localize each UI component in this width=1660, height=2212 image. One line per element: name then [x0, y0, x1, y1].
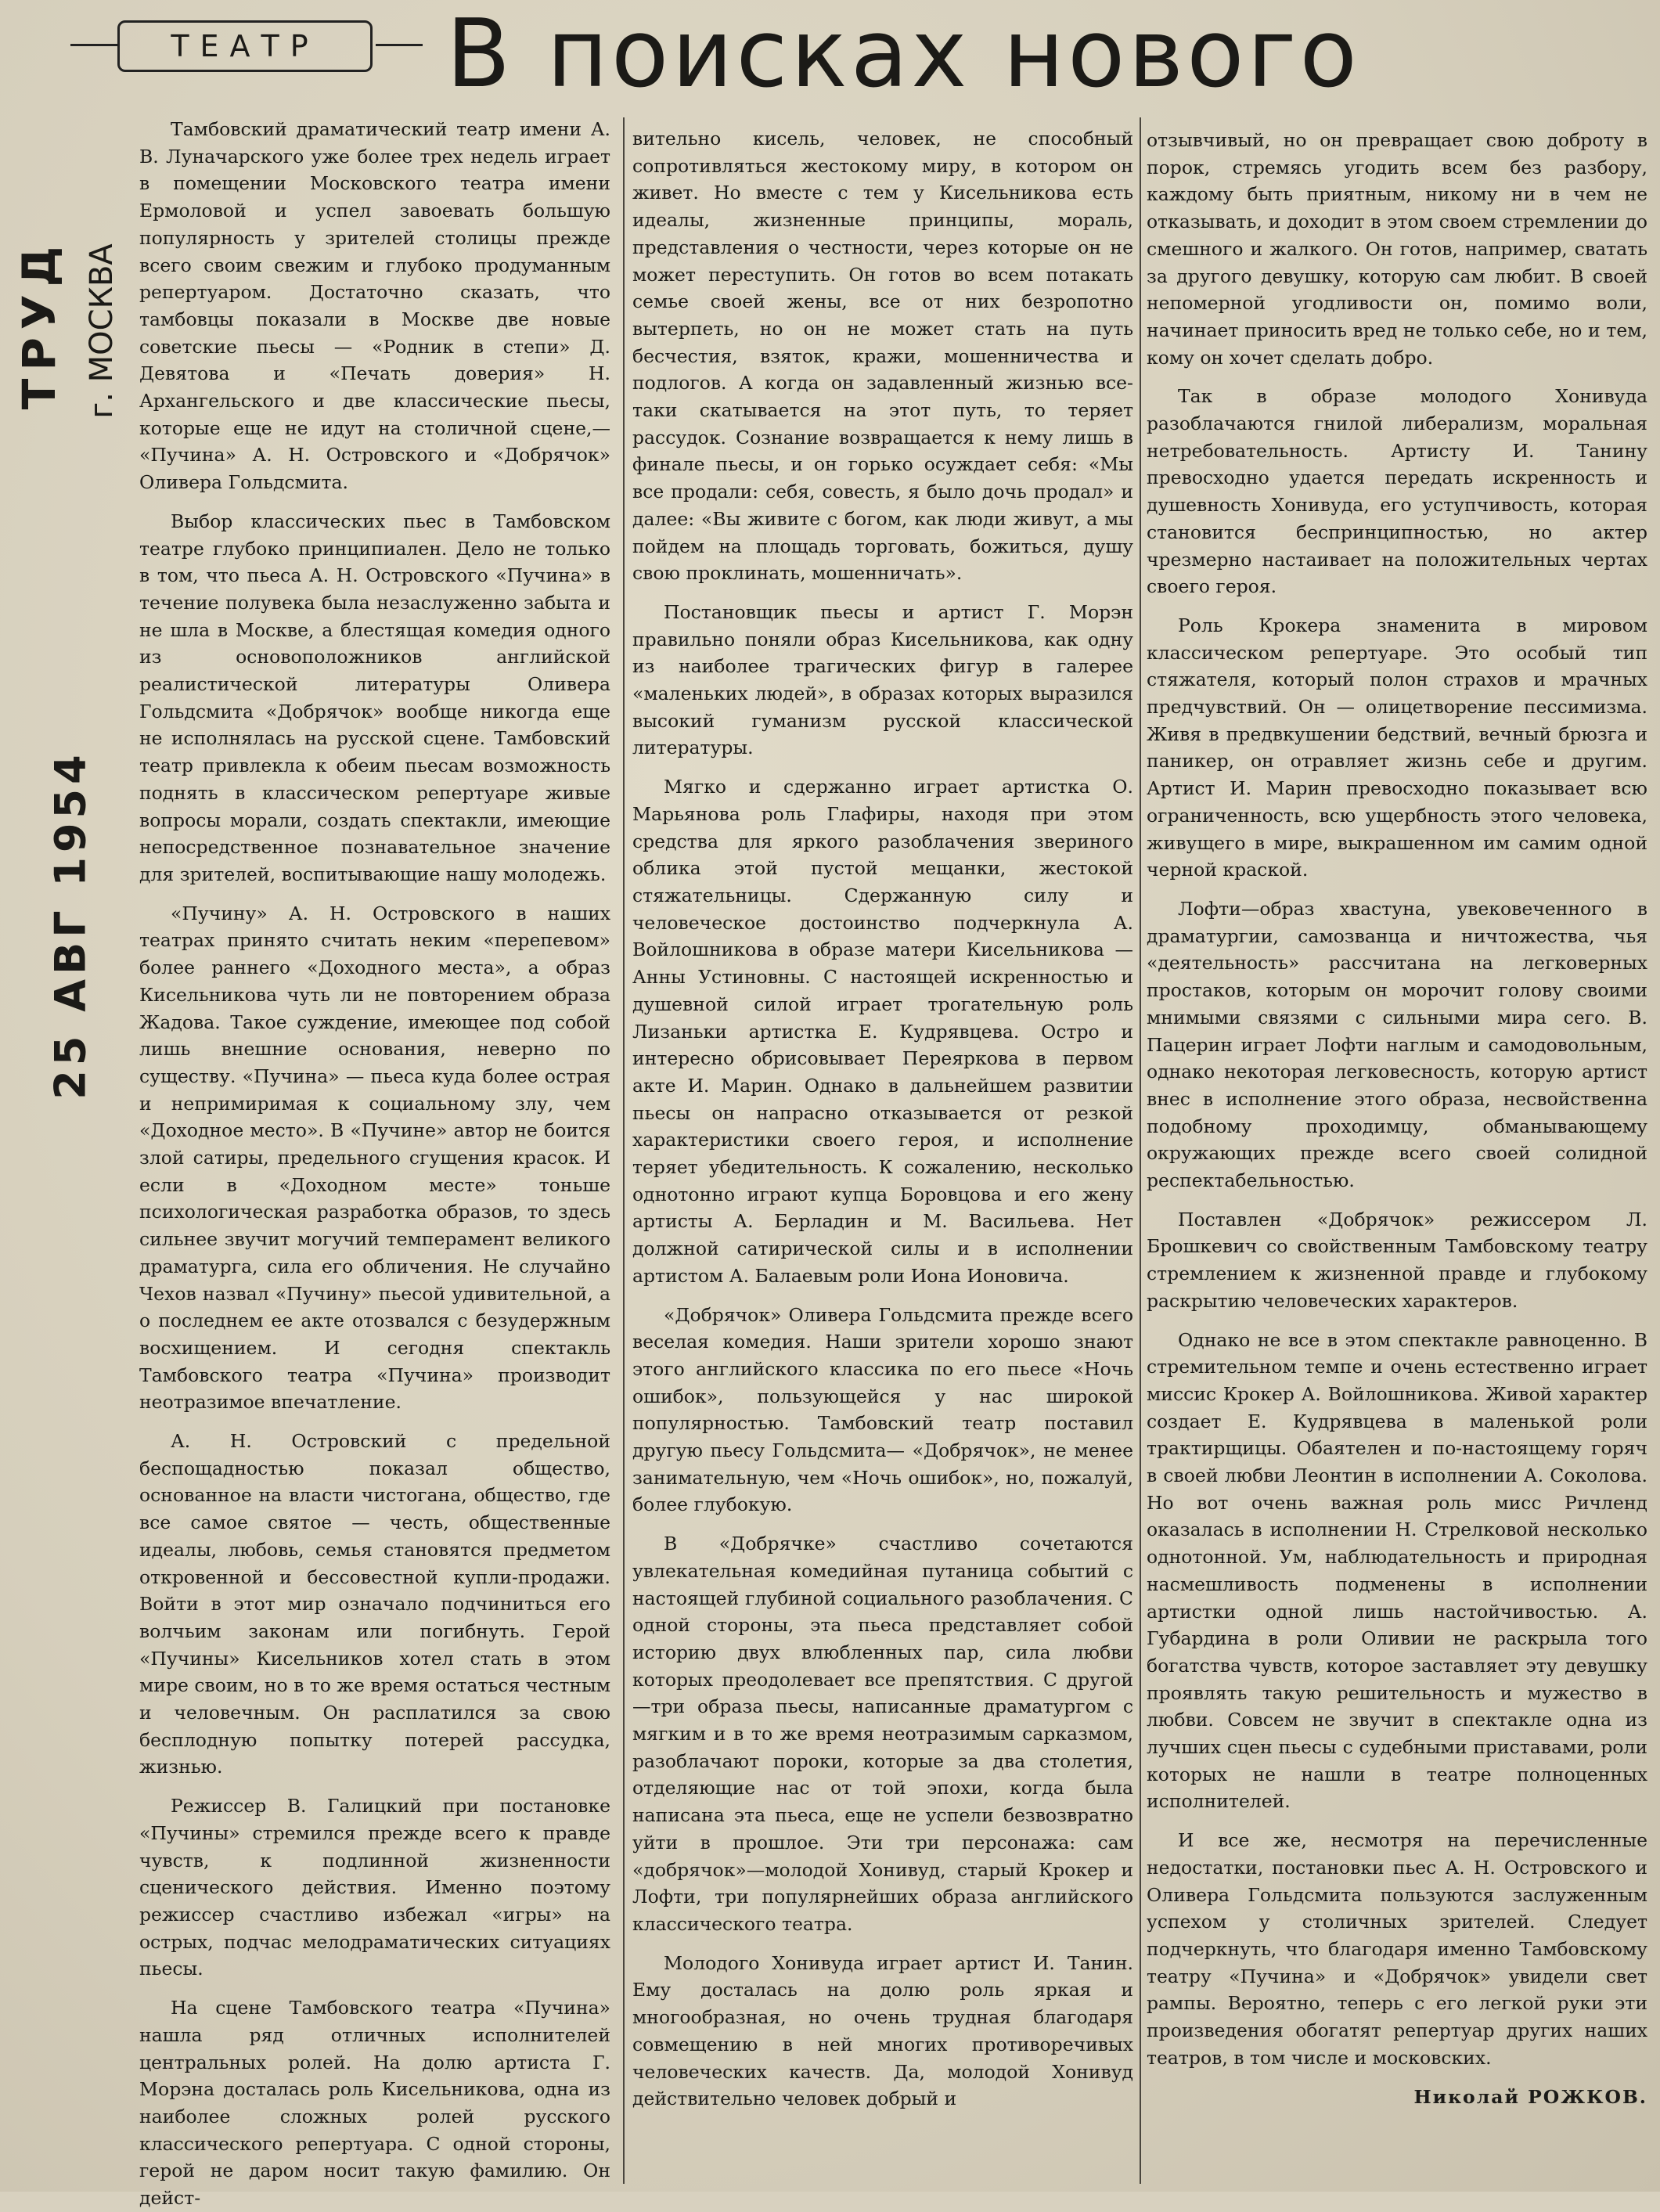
paragraph: Поставлен «Добрячок» режиссером Л. Брошкевич со свойственным Тамбовскому театру стремлением к жизненной правде и глубокому раскрытию человеческих характеров. — [1147, 1208, 1647, 1312]
paragraph: Молодого Хонивуда играет артист И. Танин. Ему досталась на долю роль яркая и многообразная, но очень трудная благодаря совмещению в ней многих противоречивых человеческих качеств. Да, молодой Хонивуд действительно человек добрый и — [632, 1951, 1133, 2110]
paragraph: Мягко и сдержанно играет артистка О. Марьянова роль Глафиры, находя при этом средства для яркого разоблачения звериного облика этой пустой мещанки, жестокой стяжательницы. Сдержанную силу и человеческое достоинство подчеркнула А. Войлошникова в образе матери Кисельникова — Анны Устиновны. С настоящей искренностью и душевной силой играет трогательную роль Лизаньки артистка Е. Кудрявцева. Остро и интересно обрисовывает Переяркова в первом акте И. Марин. Однако в дальнейшем развитии пьесы он напрасно отказывается от резкой характеристики своего героя, и исполнение теряет убедительность. К сожалению, несколько однотонно играют купца Боровцова и его жену артисты А. Берладин и М. Васильева. Нет должной сатирической силы и в исполнении артистом А. Балаевым роли Иона Ионовича. — [632, 776, 1133, 1287]
paragraph: А. Н. Островский с предельной беспощадностью показал общество, основанное на власти чистогана, общество, где все самое святое — честь, общественные идеалы, любовь, семья становятся предметом откровенной и бессовестной купли-продажи. Войти в этот мир означало подчиниться его волчьим законам или погибнуть. Герой «Пучины» Кисельников хотел стать в этом мире своим, но в то же время остаться честным и человечным. Он расплатился за свою бесплодную попытку потерей рассудка, жизнью. — [139, 1430, 610, 1778]
rubric-rule-left — [70, 44, 117, 46]
article-headline: В поисках нового — [446, 0, 1360, 109]
article-column-2 — [632, 125, 1133, 2199]
city-stamp: г. МОСКВА — [84, 243, 120, 419]
paragraph: Так в образе молодого Хонивуда разоблачаются гнилой либерализм, моральная нетребовательность. Артисту И. Танину превосходно удается передать искренность и душевность Хонивуда, его уступчивость, которая становится беспринципностью, но актер чрезмерно настаивает на положительных чертах своего героя. — [1147, 385, 1647, 598]
paragraph: отзывчивый, но он превращает свою доброту в порок, стремясь угодить всем без разбору, каждому быть приятным, никому ни в чем не отказывать, и доходит в этом своем стремлении до смешного и жалкого. Он готов, например, сватать за другого девушку, которую сам любит. В своей непомерной угодливости он, помимо воли, начинает приносить вред не только себе, но и тем, кому он хочет сделать добро. — [1147, 129, 1647, 369]
paragraph: В «Добрячке» счастливо сочетаются увлекательная комедийная путаница событий с настоящей глубиной социального разоблачения. С одной стороны, эта пьеса представляет собой историю двух влюбленных пар, сила любви которых преодолевает все препятствия. С другой—три образа пьесы, написанные драматургом с мягким и в то же время неотразимым сарказмом, разоблачают пороки, которые за два столетия, отделяющие нас от той эпохи, когда была написана эта пьеса, еще не успели безвозвратно уйти в прошлое. Эти три персонажа: сам «добрячок»—молодой Хонивуд, старый Крокер и Лофти, три популярнейших образа английского классического театра. — [632, 1533, 1133, 1935]
paragraph: вительно кисель, человек, не способный сопротивляться жестокому миру, в котором он живет. Но вместе с тем у Кисельникова есть идеалы, жизненные принципы, мораль, представления о честности, через которые он не может переступить. Он готов во всем потакать семье своей жены, все от них безропотно вытерпеть, но он не может стать на путь бесчестия, взяток, кражи, мошенничества и подлогов. А когда он задавленный жизнью все-таки скатывается на этот путь, то теряет рассудок. Сознание возвращается к нему лишь в финале пьесы, и он горько осуждает себя: «Мы все продали: себя, совесть, я было дочь продал» и далее: «Вы живите с богом, как люди живут, а мы пойдем на площадь торговать, божиться, душу свою проклинать, мошенничать». — [632, 128, 1133, 585]
column-divider — [623, 117, 625, 2184]
column-divider — [1140, 117, 1141, 2184]
article-column-3 — [1147, 127, 1647, 2201]
rubric-label: ТЕАТР — [171, 29, 319, 63]
paragraph: На сцене Тамбовского театра «Пучина» нашла ряд отличных исполнителей центральных ролей. На долю артиста Г. Морэна досталась роль Кисельникова, одна из наиболее сложных ролей русского классического репертуара. С одной стороны, герой не даром носит такую фамилию. Он дейст- — [139, 1997, 610, 2210]
date-stamp: 25 АВГ 1954 — [45, 750, 95, 1100]
paragraph: Роль Крокера знаменита в мировом классическом репертуаре. Это особый тип стяжателя, который полон страхов и мрачных предчувствий. Он — олицетворение пессимизма. Живя в предвкушении бедствий, вечный брюзга и паникер, он отравляет жизнь себе и другим. Артист И. Марин превосходно показывает всю ограниченность, всю ущербность этого человека, живущего в мире, выкрашенном им самим одной черной краской. — [1147, 614, 1647, 881]
paragraph: Тамбовский драматический театр имени А. В. Луначарского уже более трех недель играет в помещении Московского театра имени Ермоловой и успел завоевать большую популярность у зрителей столицы прежде всего своим свежим и глубоко продуманным репертуаром. Достаточно сказать, что тамбовцы показали в Москве две новые советские пьесы — «Родник в степи» Д. Девятова и «Печать доверия» Н. Архангельского и две классические пьесы, которые еще не идут на столичной сцене,— «Пучина» А. Н. Островского и «Добрячок» Оливера Гольдсмита. — [139, 118, 610, 494]
paragraph: «Добрячок» Оливера Гольдсмита прежде всего веселая комедия. Наши зрители хорошо знают этого английского классика по его пьесе «Ночь ошибок», пользующейся у нас широкой популярностью. Тамбовский театр поставил другую пьесу Гольдсмита— «Добрячок», не менее занимательную, чем «Ночь ошибок», но, пожалуй, более глубокую. — [632, 1303, 1133, 1516]
rubric-rule-right — [376, 44, 423, 46]
paragraph: И все же, несмотря на перечисленные недостатки, постановки пьес А. Н. Островского и Оливера Гольдсмита пользуются заслуженным успехом у столичных зрителей. Следует подчеркнуть, что благодаря именно Тамбовскому театру «Пучина» и «Добрячок» увидели свет рампы. Вероятно, теперь с его легкой руки эти произведения обогатят репертуар других наших театров, в том числе и московских. — [1147, 1829, 1647, 2069]
paragraph: Режиссер В. Галицкий при постановке «Пучины» стремился прежде всего к правде чувств, к подлинной жизненности сценического действия. Именно поэтому режиссер счастливо избежал «игры» на острых, подчас мелодраматических ситуациях пьесы. — [139, 1795, 610, 1980]
article-column-1 — [139, 116, 610, 2210]
paragraph: Лофти—образ хвастуна, увековеченного в драматургии, самозванца и ничтожества, чья «деятельность» рассчитана на легковерных простаков, которым он морочит голову своими мнимыми связями с сильными мира сего. В. Пацерин играет Лофти наглым и самодовольным, однако некоторая легковесность, которую артист внес в исполнение этого образа, несвойственна подобному проходимцу, обманывающему окружающих прежде всего своей солидной респектабельностью. — [1147, 897, 1647, 1192]
paragraph: Однако не все в этом спектакле равноценно. В стремительном темпе и очень естественно играет миссис Крокер А. Войлошникова. Живой характер создает Е. Кудрявцева в маленькой роли трактирщицы. Обаятелен и по-настоящему горяч в своей любви Леонтин в исполнении А. Соколова. Но вот очень важная роль мисс Ричленд оказалась в исполнении Н. Стрелковой несколько однотонной. Ум, наблюдательность и природная насмешливость подменены в исполнении артистки одной лишь настойчивостью. А. Губардина в роли Оливии не раскрыла того богатства чувств, которое заставляет эту девушку проявлять такую решительность и мужество в любви. Совсем не звучит в спектакле одна из лучших сцен пьесы с судебными приставами, роли которых не нашли в театре полноценных исполнителей. — [1147, 1328, 1647, 1813]
author-signature: Николай РОЖКОВ. — [1413, 2085, 1647, 2108]
paragraph: Выбор классических пьес в Тамбовском театре глубоко принципиален. Дело не только в том, что пьеса А. Н. Островского «Пучина» в течение полувека была незаслуженно забыта и не шла в Москве, а блестящая комедия одного из основоположников английской реалистической литературы Оливера Гольдсмита «Добрячок» вообще никогда еще не исполнялась на русской сцене. Тамбовский театр привлекла к обеим пьесам возможность поднять в классическом репертуаре живые вопросы морали, создать спектакли, имеющие непосредственное познавательное значение для зрителей, воспитывающие нашу молодежь. — [139, 510, 610, 885]
paragraph: Постановщик пьесы и артист Г. Морэн правильно поняли образ Кисельникова, как одну из наиболее трагических фигур в галерее «маленьких людей», в образах которых выразился высокий гуманизм русской классической литературы. — [632, 600, 1133, 759]
section-rubric — [117, 20, 373, 72]
newspaper-stamp: ТРУД — [13, 238, 66, 410]
paragraph: «Пучину» А. Н. Островского в наших театрах принято считать неким «перепевом» более раннего «Доходного места», а образ Кисельникова чуть ли не повторением образа Жадова. Такое суждение, имеющее под собой лишь внешние основания, неверно по существу. «Пучина» — пьеса куда более острая и непримиримая к социальному злу, чем «Доходное место». В «Пучине» автор не боится злой сатиры, предельного сгущения красок. И если в «Доходном месте» тоньше психологическая разработка образов, то здесь сильнее звучит могучий темперамент великого драматурга, сила его обличения. Не случайно Чехов назвал «Пучину» пьесой удивительной, а о последнем ее акте отозвался с безудержным восхищением. И сегодня спектакль Тамбовского театра «Пучина» производит неотразимое впечатление. — [139, 902, 610, 1414]
